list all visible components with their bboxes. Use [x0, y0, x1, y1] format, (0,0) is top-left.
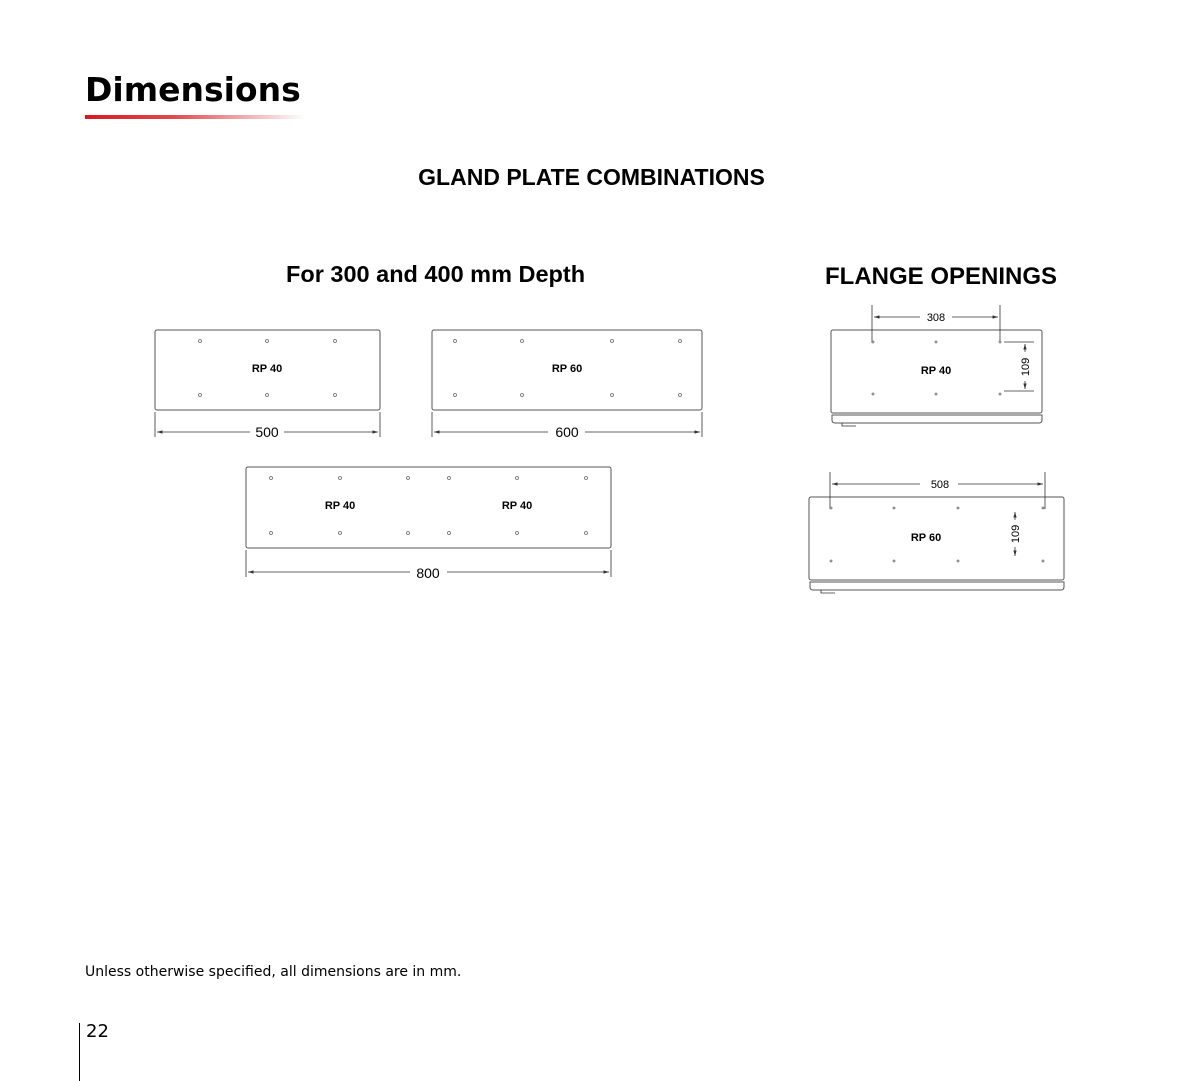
plate-label: RP 40	[920, 365, 952, 377]
gland-plate-outline	[246, 467, 611, 548]
flange-opening-rp60	[809, 472, 1064, 593]
opening-height-label: 109	[1020, 357, 1032, 377]
page-number: 22	[86, 1021, 109, 1042]
flange-opening-rp40	[831, 305, 1042, 426]
combination-plate-600	[432, 330, 702, 440]
dimensions-note: Unless otherwise specified, all dimensions are in mm.	[85, 964, 462, 980]
opening-height-label: 109	[1010, 524, 1022, 544]
page-number-bar	[79, 1023, 80, 1081]
opening-width-label: 508	[930, 479, 950, 491]
plate-flange-profile	[832, 415, 1042, 423]
combination-plate-500	[155, 330, 380, 440]
opening-width-label: 308	[926, 312, 946, 324]
main-heading: GLAND PLATE COMBINATIONS	[418, 164, 765, 190]
page-title: Dimensions	[85, 70, 301, 109]
plate-label: RP 40	[251, 363, 283, 375]
plate-label: RP 60	[551, 363, 583, 375]
flange-openings-heading: FLANGE OPENINGS	[825, 263, 1058, 290]
plate-flange-profile	[810, 582, 1064, 590]
plate-label: RP 40	[501, 500, 533, 512]
dimension-label: 600	[555, 424, 579, 440]
plate-label: RP 60	[910, 532, 942, 544]
dimension-label: 500	[255, 424, 279, 440]
dimension-label: 800	[416, 565, 440, 581]
plate-label: RP 40	[324, 500, 356, 512]
combinations-heading: For 300 and 400 mm Depth	[286, 261, 586, 287]
combination-plate-800	[246, 467, 611, 581]
